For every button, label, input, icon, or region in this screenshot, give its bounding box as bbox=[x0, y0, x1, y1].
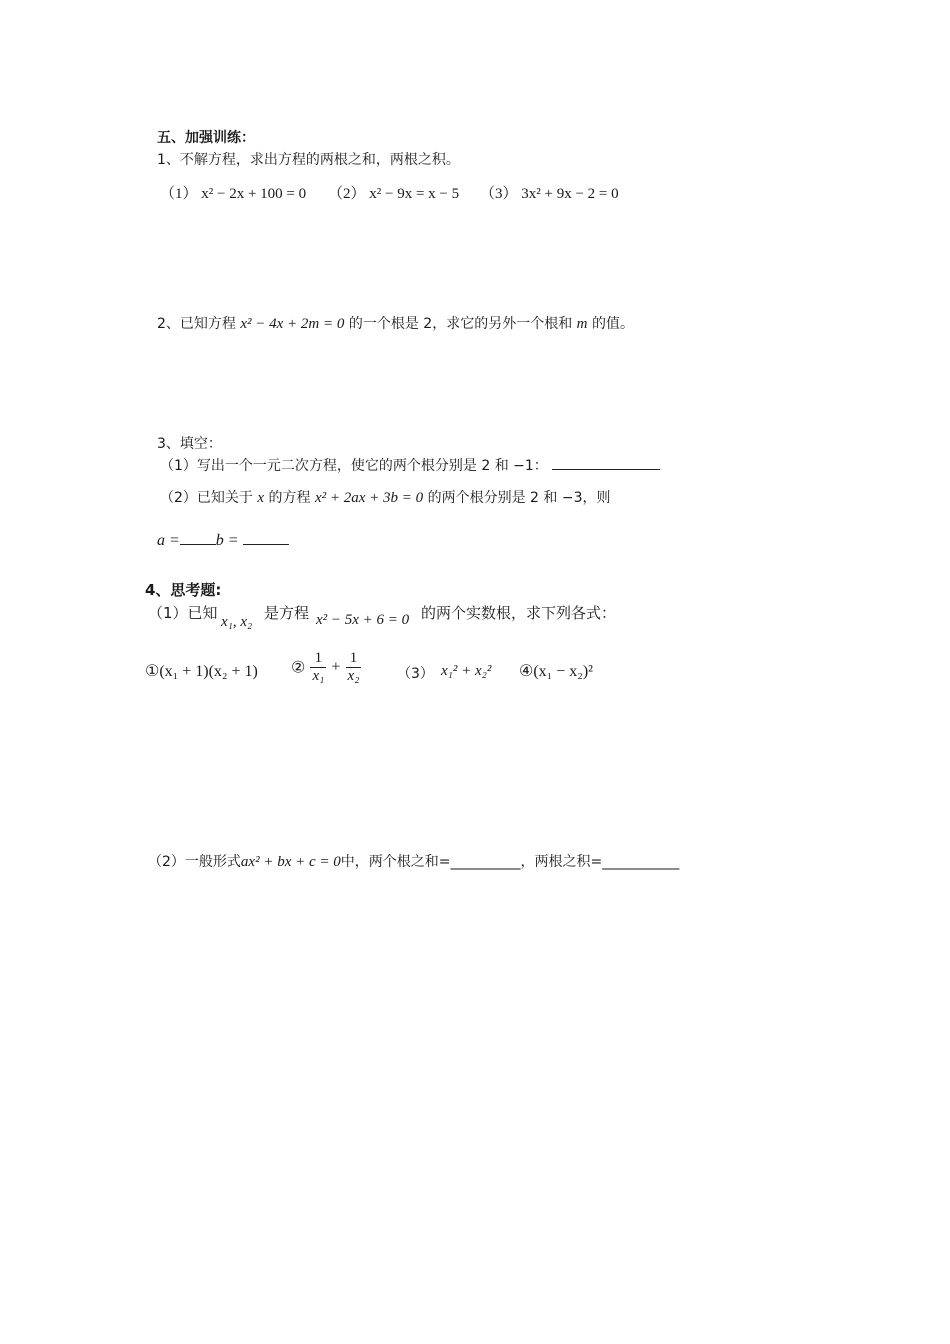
section-4-part-1-mid: 是方程 bbox=[264, 604, 310, 622]
fraction-1-numerator: 1 bbox=[310, 650, 326, 668]
expression-4: ④(x₁ − x₂)² bbox=[519, 663, 593, 680]
product-blank[interactable]: ___________ bbox=[602, 854, 680, 870]
fraction-2-numerator: 1 bbox=[346, 650, 362, 668]
a-blank[interactable] bbox=[180, 530, 216, 545]
question-1-equation-2: （2） x² − 9x = x − 5 bbox=[328, 186, 460, 202]
question-3-title: 3、填空： bbox=[157, 436, 222, 452]
question-1-text: 1、不解方程，求出方程的两根之和，两根之积。 bbox=[157, 152, 460, 168]
question-2-mid: 的一个根是 2，求它的另外一个根和 bbox=[348, 316, 573, 332]
section-4-heading: 4、思考题: bbox=[145, 581, 222, 599]
section-4-part-1-prefix: （1）已知 bbox=[148, 604, 218, 622]
question-3-part-1-text: （1）写出一个一元二次方程，使它的两个根分别是 2 和 −1： bbox=[160, 458, 548, 474]
fraction-1-denominator: x₁ bbox=[312, 668, 325, 684]
question-3-part-1 bbox=[160, 455, 660, 475]
question-1-equation-1: （1） x² − 2x + 100 = 0 bbox=[160, 186, 307, 202]
question-2-variable: m bbox=[576, 316, 588, 332]
question-3-part-2-suffix: 的两个根分别是 2 和 −3，则 bbox=[427, 490, 611, 506]
question-2-prefix: 2、已知方程 bbox=[157, 316, 236, 332]
answer-blank[interactable] bbox=[552, 455, 660, 470]
question-2-line bbox=[157, 313, 634, 333]
fraction-2 bbox=[346, 650, 362, 685]
plus-sign: + bbox=[331, 658, 341, 676]
section-4-part-2-sep: ，两根之积= bbox=[520, 854, 603, 870]
section-heading: 五、加强训练： bbox=[157, 130, 255, 146]
question-1-equation-3: （3） 3x² + 9x − 2 = 0 bbox=[480, 186, 619, 202]
sum-blank[interactable]: __________ bbox=[450, 854, 521, 870]
section-4-equation: x² − 5x + 6 = 0 bbox=[316, 612, 410, 628]
fraction-1 bbox=[310, 650, 326, 685]
fraction-2-denominator: x₂ bbox=[347, 668, 360, 684]
question-3-answers bbox=[157, 530, 289, 550]
question-3-part-2-prefix: （2）已知关于 bbox=[160, 490, 253, 506]
question-2-suffix: 的值。 bbox=[591, 316, 634, 332]
question-3-part-2 bbox=[160, 487, 611, 507]
expression-2 bbox=[291, 650, 361, 685]
expression-3: x₁² + x₂² bbox=[441, 663, 492, 679]
a-label: a = bbox=[157, 532, 180, 549]
question-2-equation: x² − 4x + 2m = 0 bbox=[240, 316, 345, 332]
b-label: b = bbox=[215, 532, 239, 549]
expression-1: ①(x₁ + 1)(x₂ + 1) bbox=[145, 663, 258, 680]
section-4-roots: x₁, x₂ bbox=[221, 614, 253, 630]
section-4-part-2 bbox=[148, 851, 679, 871]
question-3-part-2-mid: 的方程 bbox=[268, 490, 311, 506]
b-blank[interactable] bbox=[243, 530, 289, 545]
general-form-equation: ax² + bx + c = 0 bbox=[240, 854, 341, 870]
section-4-part-2-mid: 中，两个根之和= bbox=[340, 854, 451, 870]
question-3-part-2-equation: x² + 2ax + 3b = 0 bbox=[314, 490, 424, 506]
question-3-part-2-variable: x bbox=[257, 490, 265, 506]
section-4-part-2-prefix: （2）一般形式 bbox=[148, 854, 241, 870]
expression-3-label: （3） bbox=[397, 666, 434, 682]
section-4-part-1-suffix: 的两个实数根，求下列各式： bbox=[421, 604, 617, 622]
expression-2-label: ② bbox=[291, 659, 306, 677]
